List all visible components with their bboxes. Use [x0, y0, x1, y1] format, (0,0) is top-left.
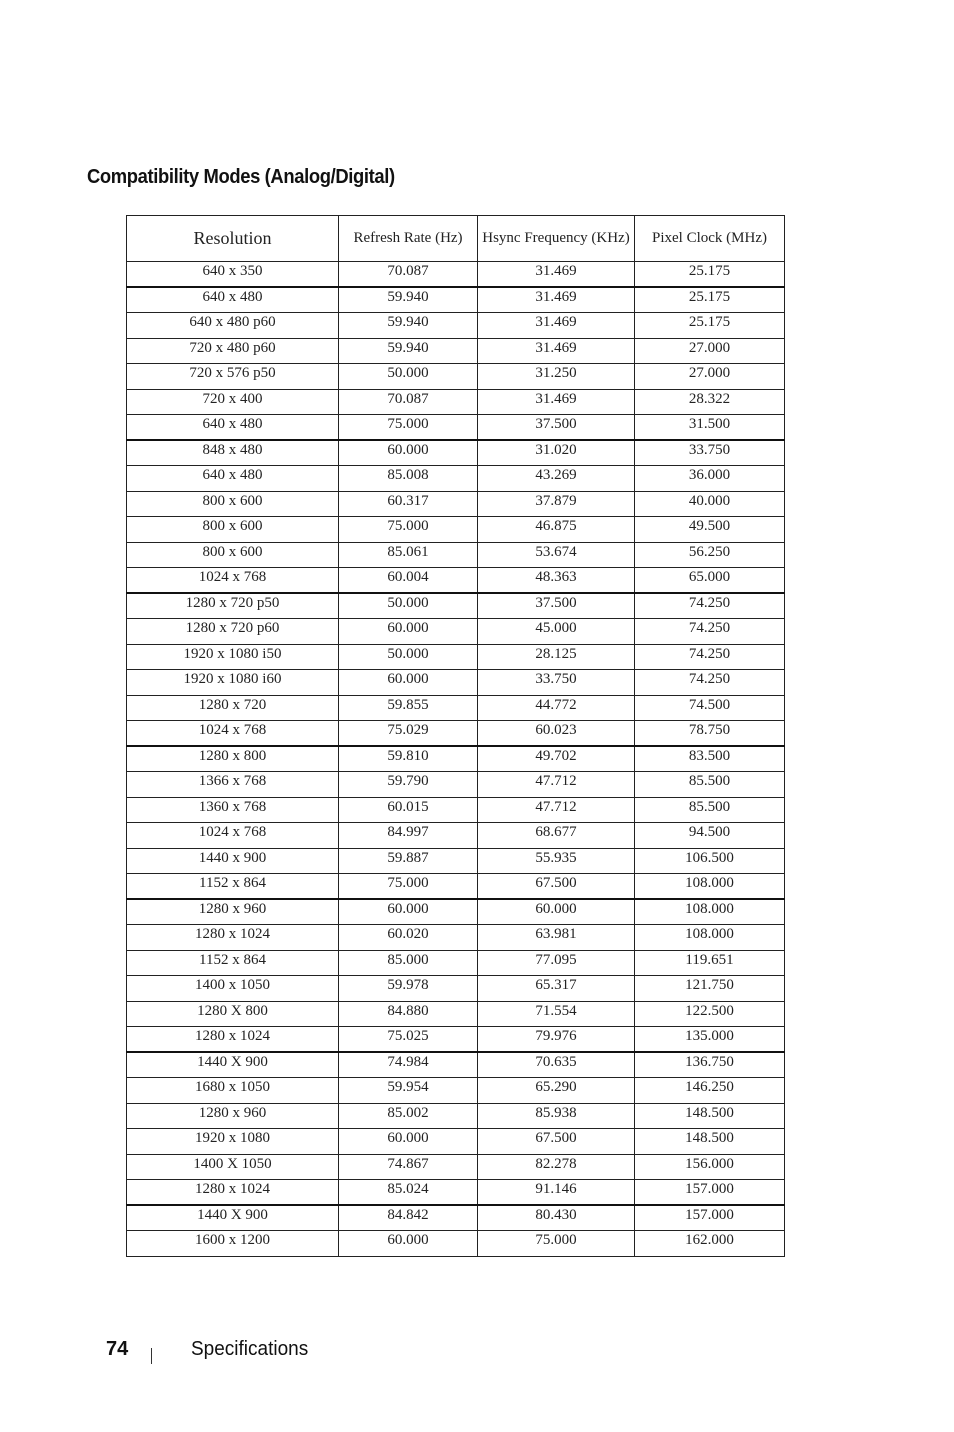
cell-resolution: 1280 x 1024	[127, 925, 339, 951]
cell-refresh-rate: 60.000	[339, 899, 478, 925]
cell-hsync-frequency: 60.023	[478, 721, 635, 747]
cell-hsync-frequency: 31.469	[478, 262, 635, 288]
table-row	[127, 466, 785, 492]
cell-refresh-rate: 59.954	[339, 1078, 478, 1104]
cell-resolution: 1280 x 720	[127, 695, 339, 721]
cell-pixel-clock: 162.000	[635, 1231, 785, 1257]
footer-divider	[151, 1348, 152, 1364]
cell-hsync-frequency: 31.469	[478, 389, 635, 415]
cell-resolution: 1024 x 768	[127, 568, 339, 594]
cell-hsync-frequency: 77.095	[478, 950, 635, 976]
cell-refresh-rate: 84.842	[339, 1205, 478, 1231]
cell-resolution: 1920 x 1080	[127, 1129, 339, 1155]
cell-refresh-rate: 60.317	[339, 491, 478, 517]
cell-pixel-clock: 148.500	[635, 1129, 785, 1155]
table-row	[127, 1205, 785, 1231]
cell-pixel-clock: 74.250	[635, 619, 785, 645]
cell-hsync-frequency: 65.317	[478, 976, 635, 1002]
page-number: 74	[106, 1338, 129, 1360]
table-row	[127, 568, 785, 594]
table-row	[127, 1103, 785, 1129]
table-row	[127, 746, 785, 772]
cell-refresh-rate: 60.000	[339, 1129, 478, 1155]
table-row	[127, 593, 785, 619]
cell-resolution: 1360 x 768	[127, 797, 339, 823]
table-row	[127, 1001, 785, 1027]
cell-pixel-clock: 136.750	[635, 1052, 785, 1078]
cell-pixel-clock: 121.750	[635, 976, 785, 1002]
cell-pixel-clock: 74.250	[635, 593, 785, 619]
table-row	[127, 517, 785, 543]
cell-pixel-clock: 85.500	[635, 772, 785, 798]
cell-pixel-clock: 106.500	[635, 848, 785, 874]
cell-pixel-clock: 157.000	[635, 1205, 785, 1231]
cell-refresh-rate: 59.790	[339, 772, 478, 798]
cell-resolution: 1280 X 800	[127, 1001, 339, 1027]
cell-hsync-frequency: 46.875	[478, 517, 635, 543]
cell-refresh-rate: 59.855	[339, 695, 478, 721]
cell-resolution: 1920 x 1080 i60	[127, 670, 339, 696]
cell-refresh-rate: 75.000	[339, 874, 478, 900]
cell-pixel-clock: 94.500	[635, 823, 785, 849]
cell-hsync-frequency: 44.772	[478, 695, 635, 721]
cell-hsync-frequency: 37.500	[478, 593, 635, 619]
cell-pixel-clock: 146.250	[635, 1078, 785, 1104]
cell-hsync-frequency: 85.938	[478, 1103, 635, 1129]
cell-hsync-frequency: 48.363	[478, 568, 635, 594]
cell-refresh-rate: 60.000	[339, 670, 478, 696]
cell-pixel-clock: 108.000	[635, 874, 785, 900]
cell-refresh-rate: 85.008	[339, 466, 478, 492]
header-pixel-clock: Pixel Clock (MHz)	[635, 216, 785, 262]
cell-refresh-rate: 59.940	[339, 287, 478, 313]
cell-refresh-rate: 75.000	[339, 415, 478, 441]
cell-refresh-rate: 60.000	[339, 1231, 478, 1257]
cell-refresh-rate: 50.000	[339, 644, 478, 670]
table-row	[127, 1154, 785, 1180]
table-row	[127, 415, 785, 441]
cell-hsync-frequency: 75.000	[478, 1231, 635, 1257]
cell-hsync-frequency: 37.500	[478, 415, 635, 441]
table-row	[127, 644, 785, 670]
cell-refresh-rate: 74.984	[339, 1052, 478, 1078]
cell-refresh-rate: 60.000	[339, 440, 478, 466]
cell-pixel-clock: 74.500	[635, 695, 785, 721]
table-row	[127, 899, 785, 925]
table-row	[127, 1180, 785, 1206]
cell-refresh-rate: 85.024	[339, 1180, 478, 1206]
cell-pixel-clock: 56.250	[635, 542, 785, 568]
footer-section-name: Specifications	[191, 1338, 309, 1360]
cell-hsync-frequency: 68.677	[478, 823, 635, 849]
cell-hsync-frequency: 67.500	[478, 1129, 635, 1155]
cell-refresh-rate: 59.810	[339, 746, 478, 772]
cell-refresh-rate: 85.000	[339, 950, 478, 976]
cell-resolution: 848 x 480	[127, 440, 339, 466]
table-row	[127, 619, 785, 645]
table-row	[127, 823, 785, 849]
table-row	[127, 1052, 785, 1078]
cell-pixel-clock: 31.500	[635, 415, 785, 441]
cell-refresh-rate: 59.940	[339, 338, 478, 364]
table-row	[127, 797, 785, 823]
cell-resolution: 1280 x 800	[127, 746, 339, 772]
cell-refresh-rate: 60.004	[339, 568, 478, 594]
cell-pixel-clock: 49.500	[635, 517, 785, 543]
cell-hsync-frequency: 70.635	[478, 1052, 635, 1078]
cell-hsync-frequency: 60.000	[478, 899, 635, 925]
cell-resolution: 1440 X 900	[127, 1052, 339, 1078]
cell-hsync-frequency: 82.278	[478, 1154, 635, 1180]
cell-hsync-frequency: 31.469	[478, 313, 635, 339]
table-body	[127, 262, 785, 1257]
table-row	[127, 542, 785, 568]
cell-resolution: 1280 x 720 p60	[127, 619, 339, 645]
cell-resolution: 1280 x 1024	[127, 1180, 339, 1206]
header-hsync-frequency: Hsync Frequency (KHz)	[478, 216, 635, 262]
table-row	[127, 1129, 785, 1155]
cell-pixel-clock: 156.000	[635, 1154, 785, 1180]
cell-refresh-rate: 75.000	[339, 517, 478, 543]
cell-refresh-rate: 74.867	[339, 1154, 478, 1180]
table-row	[127, 695, 785, 721]
cell-pixel-clock: 74.250	[635, 644, 785, 670]
cell-resolution: 640 x 480	[127, 466, 339, 492]
table-row	[127, 313, 785, 339]
table-row	[127, 848, 785, 874]
cell-refresh-rate: 50.000	[339, 364, 478, 390]
cell-pixel-clock: 28.322	[635, 389, 785, 415]
table-row	[127, 721, 785, 747]
table-row	[127, 670, 785, 696]
cell-pixel-clock: 36.000	[635, 466, 785, 492]
cell-pixel-clock: 25.175	[635, 287, 785, 313]
table-row	[127, 925, 785, 951]
cell-resolution: 1280 x 720 p50	[127, 593, 339, 619]
cell-resolution: 800 x 600	[127, 542, 339, 568]
cell-resolution: 1280 x 960	[127, 1103, 339, 1129]
cell-refresh-rate: 84.880	[339, 1001, 478, 1027]
table-row	[127, 364, 785, 390]
cell-resolution: 1400 X 1050	[127, 1154, 339, 1180]
cell-resolution: 1280 x 960	[127, 899, 339, 925]
cell-resolution: 1024 x 768	[127, 823, 339, 849]
cell-hsync-frequency: 79.976	[478, 1027, 635, 1053]
cell-refresh-rate: 75.025	[339, 1027, 478, 1053]
cell-resolution: 1280 x 1024	[127, 1027, 339, 1053]
compatibility-modes-table	[126, 215, 785, 1257]
section-title: Compatibility Modes (Analog/Digital)	[87, 166, 395, 188]
cell-hsync-frequency: 47.712	[478, 797, 635, 823]
cell-pixel-clock: 119.651	[635, 950, 785, 976]
cell-resolution: 1440 x 900	[127, 848, 339, 874]
table-row	[127, 440, 785, 466]
cell-resolution: 720 x 480 p60	[127, 338, 339, 364]
cell-hsync-frequency: 31.020	[478, 440, 635, 466]
cell-refresh-rate: 84.997	[339, 823, 478, 849]
cell-resolution: 640 x 350	[127, 262, 339, 288]
table-row	[127, 1027, 785, 1053]
cell-pixel-clock: 85.500	[635, 797, 785, 823]
cell-hsync-frequency: 28.125	[478, 644, 635, 670]
cell-resolution: 640 x 480	[127, 415, 339, 441]
cell-hsync-frequency: 45.000	[478, 619, 635, 645]
cell-resolution: 1680 x 1050	[127, 1078, 339, 1104]
cell-refresh-rate: 59.978	[339, 976, 478, 1002]
cell-hsync-frequency: 49.702	[478, 746, 635, 772]
cell-hsync-frequency: 37.879	[478, 491, 635, 517]
table-row	[127, 874, 785, 900]
cell-pixel-clock: 78.750	[635, 721, 785, 747]
header-resolution: Resolution	[127, 216, 339, 262]
cell-resolution: 640 x 480 p60	[127, 313, 339, 339]
cell-hsync-frequency: 31.469	[478, 287, 635, 313]
table-row	[127, 287, 785, 313]
cell-pixel-clock: 108.000	[635, 899, 785, 925]
cell-pixel-clock: 135.000	[635, 1027, 785, 1053]
cell-refresh-rate: 59.940	[339, 313, 478, 339]
cell-hsync-frequency: 47.712	[478, 772, 635, 798]
table-row	[127, 772, 785, 798]
cell-refresh-rate: 75.029	[339, 721, 478, 747]
cell-resolution: 1024 x 768	[127, 721, 339, 747]
cell-hsync-frequency: 33.750	[478, 670, 635, 696]
table-row	[127, 1231, 785, 1257]
table-row	[127, 491, 785, 517]
cell-hsync-frequency: 63.981	[478, 925, 635, 951]
cell-pixel-clock: 25.175	[635, 262, 785, 288]
cell-refresh-rate: 50.000	[339, 593, 478, 619]
cell-pixel-clock: 25.175	[635, 313, 785, 339]
cell-hsync-frequency: 67.500	[478, 874, 635, 900]
cell-resolution: 800 x 600	[127, 491, 339, 517]
cell-pixel-clock: 74.250	[635, 670, 785, 696]
cell-resolution: 640 x 480	[127, 287, 339, 313]
cell-refresh-rate: 60.015	[339, 797, 478, 823]
table-row	[127, 262, 785, 288]
table-row	[127, 338, 785, 364]
table-row	[127, 976, 785, 1002]
cell-hsync-frequency: 80.430	[478, 1205, 635, 1231]
cell-refresh-rate: 60.020	[339, 925, 478, 951]
cell-resolution: 1152 x 864	[127, 874, 339, 900]
cell-pixel-clock: 27.000	[635, 364, 785, 390]
table-row	[127, 1078, 785, 1104]
cell-hsync-frequency: 31.469	[478, 338, 635, 364]
cell-pixel-clock: 27.000	[635, 338, 785, 364]
cell-resolution: 800 x 600	[127, 517, 339, 543]
cell-hsync-frequency: 91.146	[478, 1180, 635, 1206]
header-refresh-rate: Refresh Rate (Hz)	[339, 216, 478, 262]
cell-resolution: 1440 X 900	[127, 1205, 339, 1231]
cell-refresh-rate: 85.002	[339, 1103, 478, 1129]
cell-resolution: 720 x 400	[127, 389, 339, 415]
cell-resolution: 1366 x 768	[127, 772, 339, 798]
table-row	[127, 950, 785, 976]
cell-refresh-rate: 70.087	[339, 262, 478, 288]
cell-resolution: 1152 x 864	[127, 950, 339, 976]
cell-hsync-frequency: 43.269	[478, 466, 635, 492]
cell-resolution: 720 x 576 p50	[127, 364, 339, 390]
cell-pixel-clock: 65.000	[635, 568, 785, 594]
cell-pixel-clock: 40.000	[635, 491, 785, 517]
cell-resolution: 1920 x 1080 i50	[127, 644, 339, 670]
cell-hsync-frequency: 71.554	[478, 1001, 635, 1027]
cell-hsync-frequency: 65.290	[478, 1078, 635, 1104]
cell-pixel-clock: 108.000	[635, 925, 785, 951]
cell-refresh-rate: 70.087	[339, 389, 478, 415]
table-row	[127, 389, 785, 415]
header-row	[127, 216, 785, 262]
cell-resolution: 1400 x 1050	[127, 976, 339, 1002]
table-header	[127, 216, 785, 262]
cell-pixel-clock: 157.000	[635, 1180, 785, 1206]
cell-refresh-rate: 85.061	[339, 542, 478, 568]
cell-pixel-clock: 83.500	[635, 746, 785, 772]
cell-pixel-clock: 33.750	[635, 440, 785, 466]
cell-pixel-clock: 148.500	[635, 1103, 785, 1129]
cell-refresh-rate: 60.000	[339, 619, 478, 645]
cell-hsync-frequency: 31.250	[478, 364, 635, 390]
cell-refresh-rate: 59.887	[339, 848, 478, 874]
cell-pixel-clock: 122.500	[635, 1001, 785, 1027]
cell-resolution: 1600 x 1200	[127, 1231, 339, 1257]
cell-hsync-frequency: 53.674	[478, 542, 635, 568]
cell-hsync-frequency: 55.935	[478, 848, 635, 874]
